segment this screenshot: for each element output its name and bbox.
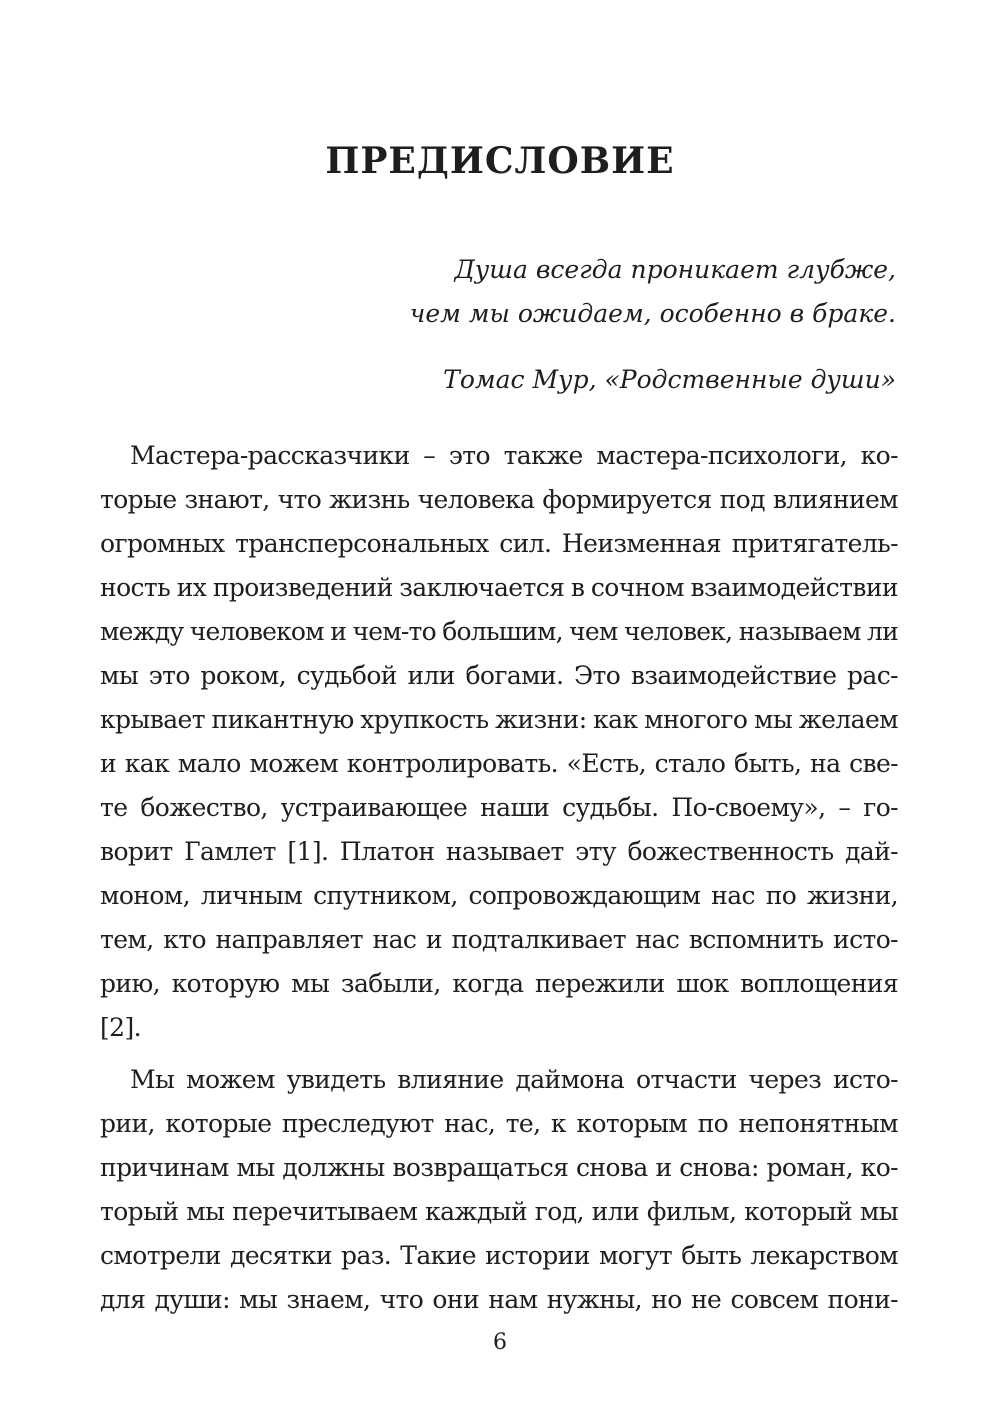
paragraph-1 xyxy=(100,434,898,1050)
text-line: те божество, устраивающее наши судьбы. По-своему», – го- xyxy=(100,793,898,822)
text-line: Мы можем увидеть влияние даймона отчасти через исто- xyxy=(130,1065,898,1094)
body-text xyxy=(100,434,898,1322)
chapter-title: ПРЕДИСЛОВИЕ xyxy=(325,140,675,182)
text-line: рии, которые преследуют нас, те, к которым по непонятным xyxy=(100,1109,898,1138)
text-line: ворит Гамлет [1]. Платон называет эту божественность дай- xyxy=(100,837,898,866)
paragraph-gap xyxy=(100,1050,898,1058)
text-line: для души: мы знаем, что они нам нужны, но не совсем пони- xyxy=(100,1285,898,1314)
text-line: торый мы перечитываем каждый год, или фильм, который мы xyxy=(100,1197,898,1226)
text-line: рию, которую мы забыли, когда пережили шок воплощения xyxy=(100,969,898,998)
text-line: и как мало можем контролировать. «Есть, стало быть, на све- xyxy=(100,749,898,778)
text-line: ность их произведений заключается в сочном взаимодействии xyxy=(100,573,898,602)
text-line: огромных трансперсональных сил. Неизменная притягатель- xyxy=(100,529,898,558)
text-line: крывает пикантную хрупкость жизни: как многого мы желаем xyxy=(100,705,898,734)
paragraph-2 xyxy=(100,1058,898,1322)
text-line: [2]. xyxy=(100,1013,141,1042)
epigraph-attribution: Томас Мур, «Родственные души» xyxy=(443,365,896,394)
text-line: тем, кто направляет нас и подталкивает нас вспомнить исто- xyxy=(100,925,898,954)
text-line: между человеком и чем-то большим, чем человек, называем ли xyxy=(100,617,898,646)
epigraph-line: Душа всегда проникает глубже, xyxy=(454,255,896,284)
text-line: мы это роком, судьбой или богами. Это взаимодействие рас- xyxy=(100,661,898,690)
epigraph xyxy=(300,248,896,402)
text-line: моном, личным спутником, сопровождающим нас по жизни, xyxy=(100,881,898,910)
text-line: смотрели десятки раз. Такие истории могут быть лекарством xyxy=(100,1241,898,1270)
epigraph-line: чем мы ожидаем, особенно в браке. xyxy=(409,299,896,328)
page-number: 6 xyxy=(493,1330,507,1355)
text-line: причинам мы должны возвращаться снова и снова: роман, ко- xyxy=(100,1153,898,1182)
text-line: Мастера-рассказчики – это также мастера-психологи, ко- xyxy=(130,441,898,470)
text-line: торые знают, что жизнь человека формируется под влиянием xyxy=(100,485,898,514)
